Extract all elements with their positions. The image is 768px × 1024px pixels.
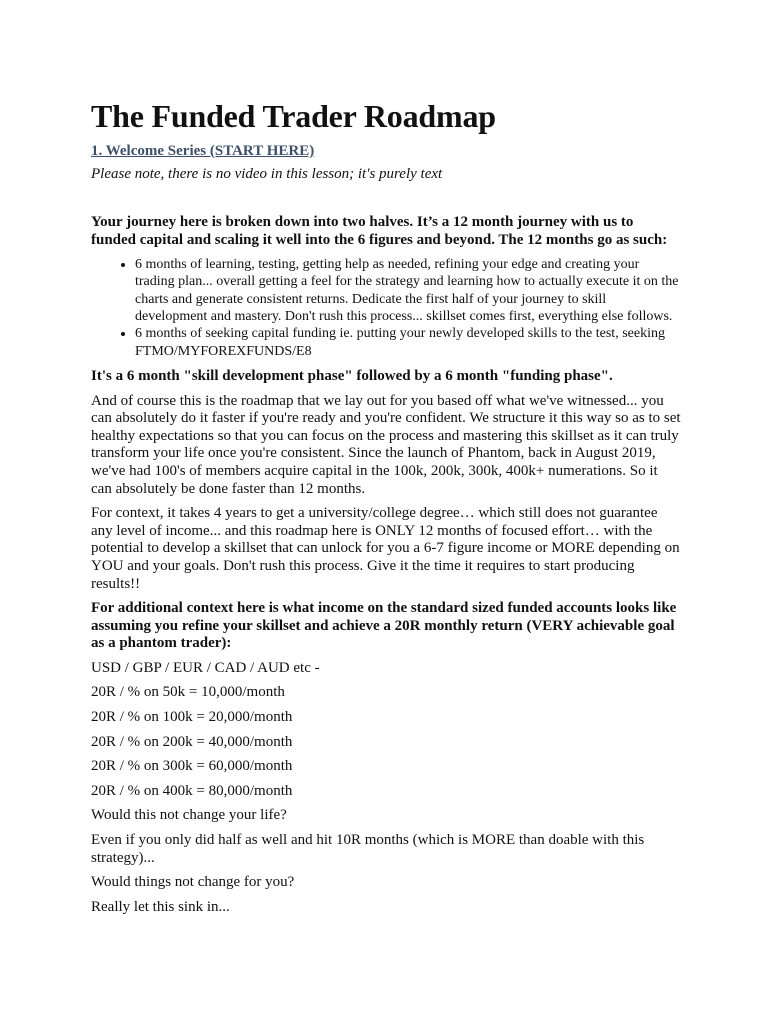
income-line: 20R / % on 200k = 40,000/month	[91, 733, 293, 750]
intro-paragraph: Your journey here is broken down into two halves. It’s a 12 month journey with us to funded capital and scaling it well into the 6 figures and beyond. The 12 months go as such:	[91, 214, 668, 248]
lesson-note: Please note, there is no video in this lesson; it's purely text	[91, 166, 443, 182]
income-list	[91, 660, 681, 917]
currency-line: USD / GBP / EUR / CAD / AUD etc -	[91, 659, 320, 676]
closing-line: Would this not change your life?	[91, 807, 287, 824]
income-line: 20R / % on 300k = 60,000/month	[91, 758, 293, 775]
closing-line: Would things not change for you?	[91, 874, 295, 891]
context-paragraph: For context, it takes 4 years to get a university/college degree… which still does not guarantee any level of income... and this roadmap here is ONLY 12 months of focused effort… with the potential to develop a skillset that can unlock for you a 6-7 figure income or MORE depending on YOU and your goals. Don't rush this process. Give it the time it requires to start producing results!!	[91, 505, 680, 592]
closing-line: Even if you only did half as well and hit 10R months (which is MORE than doable with this strategy)...	[91, 832, 645, 866]
roadmap-paragraph: And of course this is the roadmap that we lay out for you based off what we've witnessed... you can absolutely do it faster if you're ready and you're confident. We structure it this way so as to set healthy expectations so that you can focus on the process and mastering this skillset as it can truly transform your life once you're consistent. Since the launch of Phantom, back in August 2019, we've had 100's of members acquire capital in the 100k, 200k, 300k, 400k+ numerations. So it can absolutely be done faster than 12 months.	[91, 392, 681, 497]
income-line: 20R / % on 400k = 80,000/month	[91, 782, 293, 799]
income-line: 20R / % on 100k = 20,000/month	[91, 709, 293, 726]
closing-line: Really let this sink in...	[91, 898, 230, 915]
phase-summary: It's a 6 month "skill development phase" followed by a 6 month "funding phase".	[91, 367, 613, 384]
roadmap-list	[91, 256, 681, 360]
list-item: • 6 months of learning, testing, getting help as needed, refining your edge and creating your trading plan... overall getting a feel for the strategy and learning how to actually execute it on the charts and generate consistent returns. Dedicate the first half of your journey to skill development and mastery. Don't rush this process... skillset comes first, everything else follows.	[135, 256, 681, 325]
page-title: The Funded Trader Roadmap	[91, 98, 496, 134]
list-item: • 6 months of seeking capital funding ie. putting your newly developed skills to the test, seeking FTMO/MYFOREXFUNDS/E8	[135, 325, 681, 360]
income-context-heading: For additional context here is what income on the standard sized funded accounts looks like assuming you refine your skillset and achieve a 20R monthly return (VERY achievable goal as a phantom trader):	[91, 600, 677, 652]
lesson-body	[91, 214, 681, 923]
welcome-series-link[interactable]: 1. Welcome Series (START HERE)	[91, 143, 315, 159]
income-line: 20R / % on 50k = 10,000/month	[91, 684, 285, 701]
